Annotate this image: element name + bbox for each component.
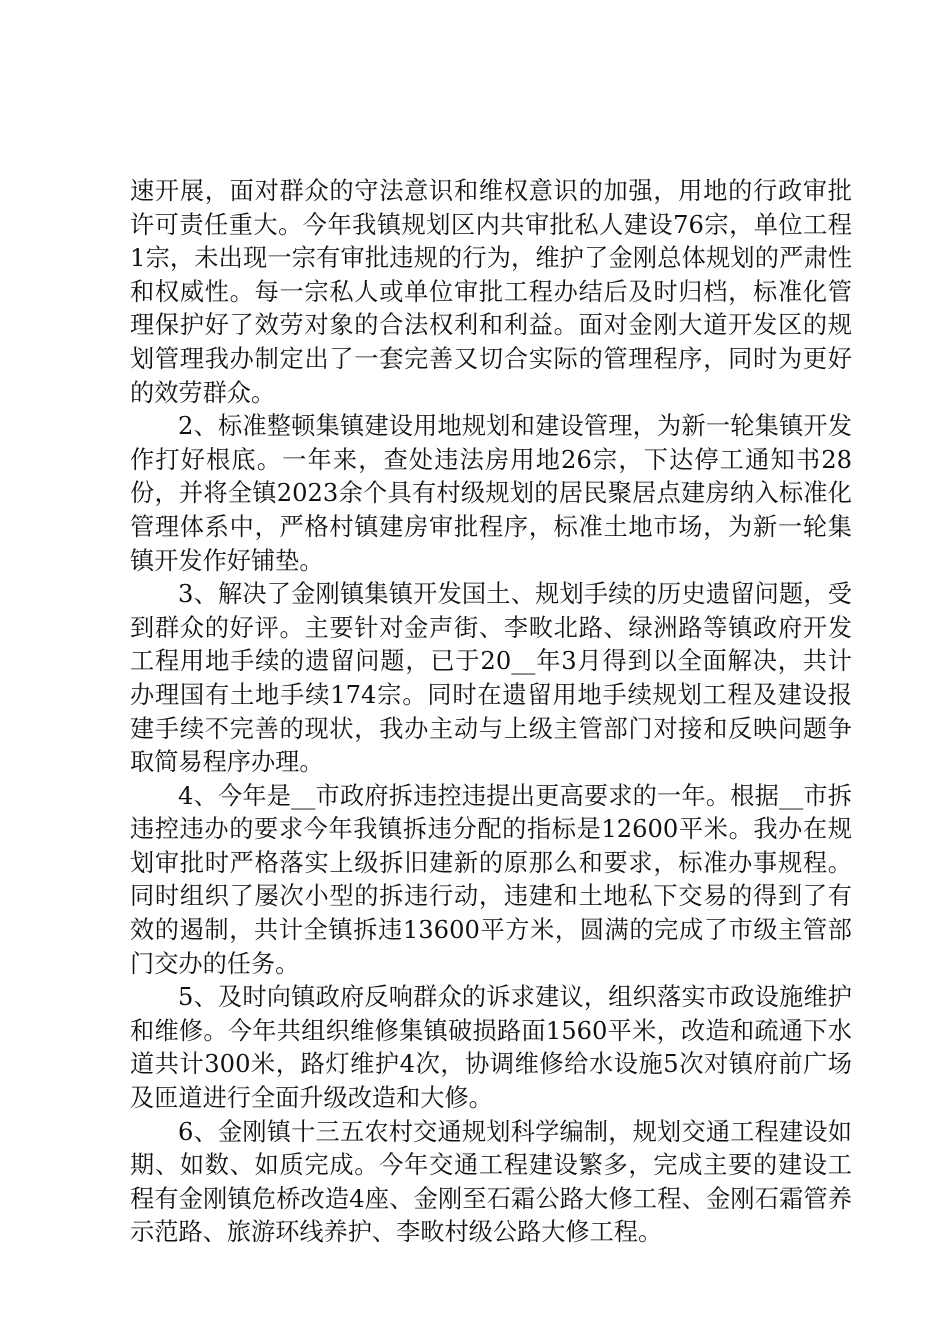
- paragraph-item-6: 6、金刚镇十三五农村交通规划科学编制，规划交通工程建设如期、如数、如质完成。今年交通工程建设繁多，完成主要的建设工程有金刚镇危桥改造4座、金刚至石霜公路大修工程、金刚石霜管养示范路、旅游环线养护、李畋村级公路大修工程。: [130, 1117, 852, 1247]
- paragraph-continuation: 速开展，面对群众的守法意识和维权意识的加强，用地的行政审批许可责任重大。今年我镇规划区内共审批私人建设76宗，单位工程1宗，未出现一宗有审批违规的行为，维护了金刚总体规划的严肃性和权威性。每一宗私人或单位审批工程办结后及时归档，标准化管理保护好了效劳对象的合法权利和利益。面对金刚大道开发区的规划管理我办制定出了一套完善又切合实际的管理程序，同时为更好的效劳群众。: [130, 177, 852, 407]
- paragraph-item-2: 2、标准整顿集镇建设用地规划和建设管理，为新一轮集镇开发作打好根底。一年来，查处违法房用地26宗，下达停工通知书28份，并将全镇2023余个具有村级规划的居民聚居点建房纳入标准化管理体系中，严格村镇建房审批程序，标准土地市场，为新一轮集镇开发作好铺垫。: [130, 412, 852, 575]
- paragraph-item-5: 5、及时向镇政府反响群众的诉求建议，组织落实市政设施维护和维修。今年共组织维修集镇破损路面1560平米，改造和疏通下水道共计300米，路灯维护4次，协调维修给水设施5次对镇府前广场及匝道进行全面升级改造和大修。: [130, 983, 852, 1113]
- paragraph-item-4: 4、今年是__市政府拆违控违提出更高要求的一年。根据__市拆违控违办的要求今年我镇拆违分配的指标是12600平米。我办在规划审批时严格落实上级拆旧建新的原那么和要求，标准办事规程。同时组织了屡次小型的拆违行动，违建和土地私下交易的得到了有效的遏制，共计全镇拆违13600平方米，圆满的完成了市级主管部门交办的任务。: [130, 781, 852, 978]
- paragraph-item-3: 3、解决了金刚镇集镇开发国土、规划手续的历史遗留问题，受到群众的好评。主要针对金声街、李畋北路、绿洲路等镇政府开发工程用地手续的遗留问题，已于20__年3月得到以全面解决，共计办理国有土地手续174宗。同时在遗留用地手续规划工程及建设报建手续不完善的现状，我办主动与上级主管部门对接和反映问题争取简易程序办理。: [130, 580, 852, 777]
- document-body: [130, 175, 852, 1250]
